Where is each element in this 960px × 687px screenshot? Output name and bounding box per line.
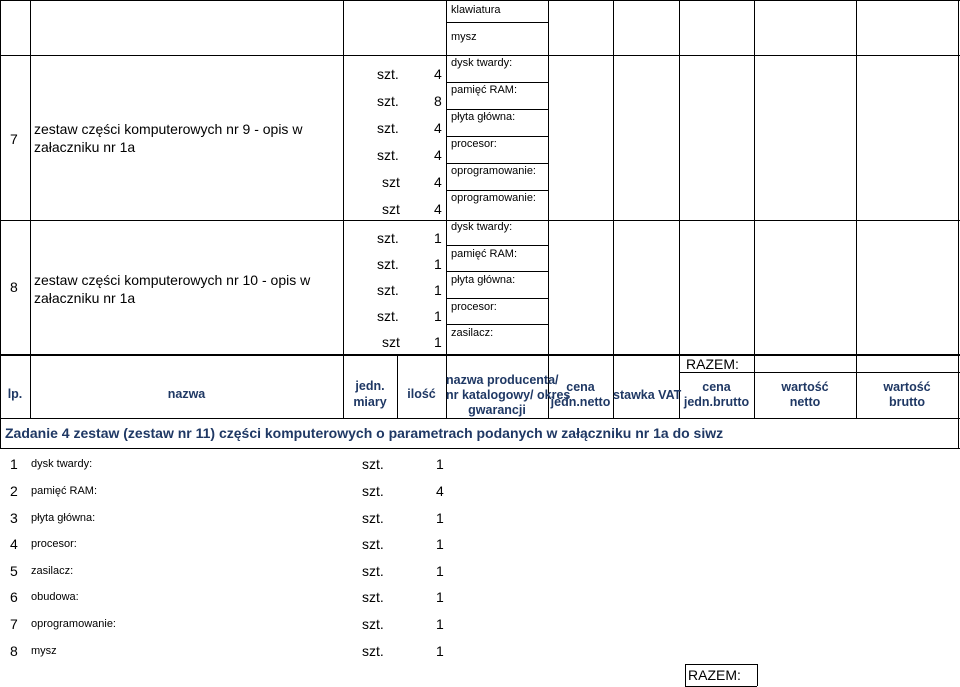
item-unit: szt. (377, 66, 399, 82)
item-name: dysk twardy: (451, 221, 513, 233)
item-name: dysk twardy: (451, 57, 513, 69)
item-name: płyta główna: (451, 274, 516, 286)
grid-line (754, 0, 755, 418)
grid-line (757, 664, 758, 686)
list-item-unit: szt. (362, 616, 384, 632)
item-unit: szt. (377, 120, 399, 136)
header-producent-2: nr katalogowy/ okres (446, 388, 571, 402)
item-unit: szt. (377, 93, 399, 109)
grid-line (397, 354, 398, 418)
list-item-number: 6 (10, 589, 18, 605)
item-unit: szt (382, 334, 400, 350)
header-producent-3: gwarancji (468, 403, 526, 417)
header-wartosc-brutto-1: wartość (883, 380, 931, 394)
list-item-unit: szt. (362, 536, 384, 552)
grid-line (685, 664, 686, 686)
item-unit: szt. (377, 147, 399, 163)
list-item-unit: szt. (362, 510, 384, 526)
list-item-qty: 1 (436, 536, 444, 552)
header-wartosc-netto-1: wartość (781, 380, 829, 394)
list-item-name: dysk twardy: (31, 458, 93, 470)
row-nazwa: zestaw części komputerowych nr 9 - opis w załaczniku nr 1a (34, 121, 303, 155)
item-name: zasilacz: (451, 327, 494, 339)
header-cena-brutto-1: cena (702, 380, 731, 394)
zadanie-title: Zadanie 4 zestaw (zestaw nr 11) części komputerowych o parametrach podanych w załączniku nr 1a do siwz (5, 425, 724, 441)
razem-label: RAZEM: (686, 356, 739, 372)
grid-line (0, 418, 960, 419)
header-jedn-miary-2: miary (353, 395, 387, 409)
grid-line (679, 372, 960, 373)
grid-line (679, 0, 680, 418)
grid-line (446, 82, 548, 83)
header-cena-netto-1: cena (566, 380, 595, 394)
grid-line (0, 448, 960, 449)
grid-line (343, 0, 344, 418)
grid-line (685, 664, 757, 665)
header-stawka-vat: stawka VAT (613, 388, 682, 402)
item-qty: 1 (434, 282, 442, 298)
list-item-unit: szt. (362, 643, 384, 659)
grid-line (446, 324, 548, 325)
row-lp: 8 (10, 279, 18, 295)
list-item-qty: 4 (436, 483, 444, 499)
list-item-qty: 1 (436, 510, 444, 526)
grid-line (0, 55, 960, 56)
item-name: procesor: (451, 301, 497, 313)
item-name: oprogramowanie: (451, 165, 536, 177)
list-item-qty: 1 (436, 589, 444, 605)
list-item-number: 8 (10, 643, 18, 659)
grid-line (446, 190, 548, 191)
item-qty: 1 (434, 334, 442, 350)
grid-line (613, 0, 614, 418)
grid-line (446, 136, 548, 137)
grid-line (30, 0, 31, 418)
item-qty: 1 (434, 230, 442, 246)
grid-line (548, 0, 549, 418)
item-qty: 4 (434, 66, 442, 82)
grid-line (446, 163, 548, 164)
component-name: klawiatura (451, 4, 501, 16)
header-nazwa: nazwa (167, 387, 206, 401)
row-nazwa: zestaw części komputerowych nr 10 - opis w załaczniku nr 1a (34, 272, 311, 306)
list-item-unit: szt. (362, 563, 384, 579)
grid-line (0, 0, 1, 448)
list-item-unit: szt. (362, 456, 384, 472)
item-unit: szt (382, 201, 400, 217)
list-item-number: 7 (10, 616, 18, 632)
list-item-name: mysz (31, 645, 57, 657)
grid-line (446, 0, 447, 418)
grid-line (446, 22, 548, 23)
header-cena-brutto-2: jedn.brutto (683, 395, 750, 409)
header-wartosc-netto-2: netto (789, 395, 821, 409)
grid-line (446, 109, 548, 110)
row-lp: 7 (10, 131, 18, 147)
list-item-number: 1 (10, 456, 18, 472)
item-name: pamięć RAM: (451, 84, 518, 96)
header-ilosc: ilość (407, 387, 436, 401)
header-cena-netto-2: jedn.netto (550, 395, 611, 409)
item-name: pamięć RAM: (451, 248, 518, 260)
list-item-unit: szt. (362, 483, 384, 499)
item-unit: szt. (377, 256, 399, 272)
item-qty: 1 (434, 256, 442, 272)
list-item-qty: 1 (436, 456, 444, 472)
grid-line (446, 271, 548, 272)
header-wartosc-brutto-2: brutto (888, 395, 926, 409)
item-name: procesor: (451, 138, 497, 150)
grid-line (958, 0, 959, 448)
item-name: oprogramowanie: (451, 192, 536, 204)
item-unit: szt (382, 174, 400, 190)
list-item-name: zasilacz: (31, 565, 74, 577)
grid-line (446, 245, 548, 246)
item-unit: szt. (377, 308, 399, 324)
list-item-name: procesor: (31, 538, 77, 550)
grid-line (856, 0, 857, 418)
list-item-name: oprogramowanie: (31, 618, 116, 630)
list-item-name: płyta główna: (31, 512, 96, 524)
header-lp: lp. (7, 387, 23, 401)
item-qty: 1 (434, 308, 442, 324)
list-item-name: obudowa: (31, 591, 79, 603)
list-item-number: 3 (10, 510, 18, 526)
grid-line (446, 298, 548, 299)
item-qty: 4 (434, 147, 442, 163)
list-item-qty: 1 (436, 616, 444, 632)
item-qty: 8 (434, 93, 442, 109)
list-item-name: pamięć RAM: (31, 485, 98, 497)
grid-line (0, 354, 960, 356)
item-qty: 4 (434, 174, 442, 190)
grid-line (0, 0, 960, 1)
list-item-number: 4 (10, 536, 18, 552)
list-item-unit: szt. (362, 589, 384, 605)
header-producent-1: nazwa producenta/ (446, 373, 559, 387)
item-qty: 4 (434, 201, 442, 217)
item-unit: szt. (377, 282, 399, 298)
list-item-number: 2 (10, 483, 18, 499)
list-item-number: 5 (10, 563, 18, 579)
item-qty: 4 (434, 120, 442, 136)
item-name: płyta główna: (451, 111, 516, 123)
razem-bottom-label: RAZEM: (688, 667, 741, 683)
header-jedn-miary-1: jedn. (355, 379, 385, 393)
list-item-qty: 1 (436, 563, 444, 579)
list-item-qty: 1 (436, 643, 444, 659)
component-name: mysz (451, 31, 477, 43)
item-unit: szt. (377, 230, 399, 246)
